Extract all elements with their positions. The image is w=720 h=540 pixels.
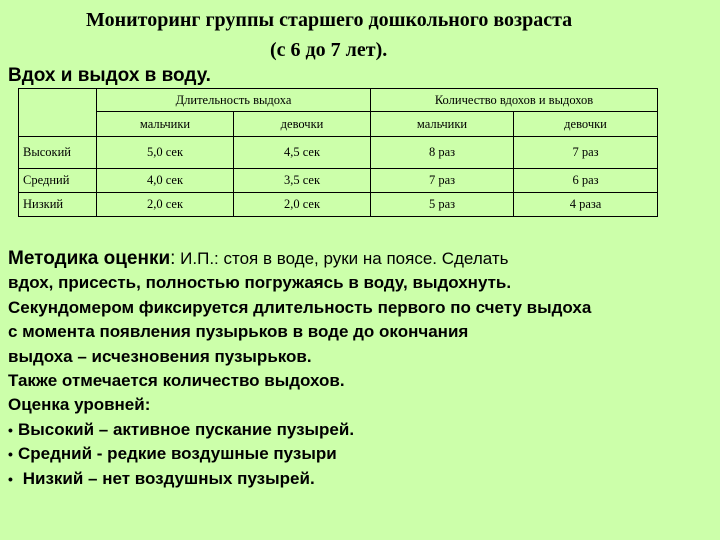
table-row	[19, 193, 658, 217]
method-text: И.П.: стоя в воде, руки на поясе. Сделать	[175, 249, 509, 268]
level-cell: Средний	[19, 169, 97, 193]
method-line: вдох, присесть, полностью погружаясь в воду, выдохнуть.	[8, 273, 512, 293]
table-cell: 6 раз	[514, 169, 658, 193]
table-corner-cell	[19, 89, 97, 137]
section-subtitle: Вдох и выдох в воду.	[8, 65, 211, 86]
table-cell: 3,5 сек	[234, 169, 371, 193]
level-cell: Низкий	[19, 193, 97, 217]
level-text: Низкий – нет воздушных пузырей.	[18, 468, 315, 488]
method-description	[8, 247, 713, 491]
table-cell: 2,0 сек	[234, 193, 371, 217]
table-cell: 5,0 сек	[97, 137, 234, 169]
method-label-colon: :	[170, 248, 176, 269]
table-cell: 4,0 сек	[97, 169, 234, 193]
level-cell: Высокий	[19, 137, 97, 169]
sub-header-boys: мальчики	[371, 112, 514, 137]
table-cell: 2,0 сек	[97, 193, 234, 217]
table-cell: 5 раз	[371, 193, 514, 217]
method-line: выдоха – исчезновения пузырьков.	[8, 346, 312, 366]
method-label: Методика оценки	[8, 248, 171, 269]
method-line: Оценка уровней:	[8, 395, 151, 415]
page-title-line1: Мониторинг группы старшего дошкольного возраста	[86, 9, 573, 31]
method-line	[8, 247, 713, 271]
table-cell: 4 раза	[514, 193, 658, 217]
table-row	[19, 169, 658, 193]
level-list-item	[8, 442, 713, 466]
table-cell: 7 раз	[514, 137, 658, 169]
bullet-icon: •	[8, 446, 13, 463]
monitoring-table	[18, 88, 658, 217]
table-cell: 7 раз	[371, 169, 514, 193]
group-header-exhale-duration: Длительность выдоха	[97, 89, 371, 112]
table-group-header-row	[19, 89, 658, 112]
table-row	[19, 137, 658, 169]
level-list-item	[8, 418, 713, 442]
method-line: Секундомером фиксируется длительность первого по счету выдоха	[8, 297, 592, 317]
page-title-line2: (с 6 до 7 лет).	[270, 39, 388, 61]
method-line: с момента появления пузырьков в воде до окончания	[8, 322, 469, 342]
level-text: Высокий – активное пускание пузырей.	[18, 419, 355, 439]
level-list-item	[8, 467, 713, 491]
bullet-icon: •	[8, 421, 13, 438]
sub-header-boys: мальчики	[97, 112, 234, 137]
sub-header-girls: девочки	[514, 112, 658, 137]
sub-header-girls: девочки	[234, 112, 371, 137]
bullet-icon: •	[8, 470, 13, 487]
table-sub-header-row	[19, 112, 658, 137]
table-cell: 8 раз	[371, 137, 514, 169]
level-text: Средний - редкие воздушные пузыри	[18, 444, 337, 464]
table-cell: 4,5 сек	[234, 137, 371, 169]
method-line: Также отмечается количество выдохов.	[8, 371, 345, 391]
group-header-breath-count: Количество вдохов и выдохов	[371, 89, 658, 112]
